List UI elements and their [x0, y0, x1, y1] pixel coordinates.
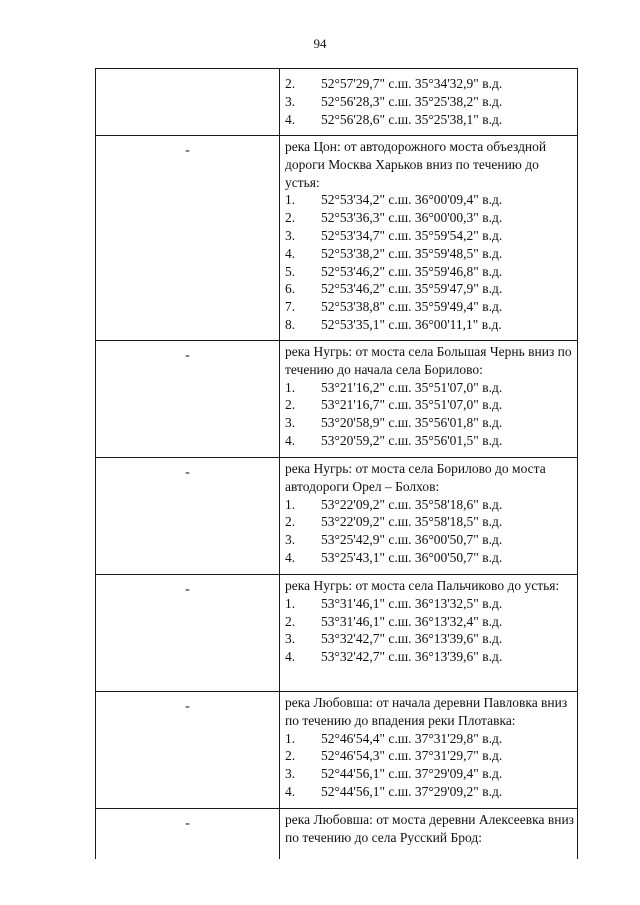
section-text-cell — [280, 809, 578, 860]
coordinate-item — [285, 245, 574, 263]
page-number: 94 — [313, 36, 327, 51]
coordinate-list — [285, 730, 574, 801]
dash-marker: - — [185, 465, 190, 480]
coordinate-number: 4. — [285, 649, 296, 665]
coordinate-item — [285, 432, 574, 450]
dash-cell — [96, 458, 280, 575]
coordinate-item — [285, 747, 574, 765]
coordinate-item — [285, 396, 574, 414]
coordinate-item — [285, 531, 574, 549]
coordinate-number: 3. — [285, 415, 296, 431]
coordinate-item — [285, 227, 574, 245]
coordinate-value: 52°53'34,7" с.ш. 35°59'54,2" в.д. — [321, 227, 503, 243]
coordinate-value: 53°32'42,7" с.ш. 36°13'39,6" в.д. — [321, 631, 503, 647]
coordinate-value: 53°22'09,2" с.ш. 35°58'18,5" в.д. — [321, 514, 503, 530]
coordinate-item — [285, 316, 574, 334]
coordinate-list — [285, 75, 574, 128]
coordinate-item — [285, 191, 574, 209]
coordinate-value: 53°21'16,2" с.ш. 35°51'07,0" в.д. — [321, 379, 503, 395]
river-coordinates-table — [95, 68, 578, 859]
coordinate-item — [285, 549, 574, 567]
coordinate-item — [285, 298, 574, 316]
coordinate-item — [285, 111, 574, 129]
coordinate-number: 4. — [285, 783, 296, 799]
coordinate-list — [285, 496, 574, 567]
coordinate-value: 52°53'36,3" с.ш. 36°00'00,3" в.д. — [321, 210, 503, 226]
dash-marker: - — [185, 348, 190, 363]
coordinate-item — [285, 783, 574, 801]
coordinate-item — [285, 613, 574, 631]
coordinate-number: 2. — [285, 613, 296, 629]
coordinate-number: 4. — [285, 245, 296, 261]
dash-cell — [96, 809, 280, 860]
coordinate-item — [285, 648, 574, 666]
river-description: река Нугрь: от моста села Борилово до моста автодороги Орел – Болхов: — [285, 461, 546, 494]
dash-cell — [96, 692, 280, 809]
coordinate-number: 1. — [285, 379, 296, 395]
river-description: река Любовша: от моста деревни Алексеевка вниз по течению до села Русский Брод: — [285, 812, 575, 845]
table-row — [96, 575, 578, 692]
dash-cell — [96, 575, 280, 692]
coordinate-item — [285, 765, 574, 783]
dash-marker: - — [185, 582, 190, 597]
coordinate-number: 2. — [285, 397, 296, 413]
coordinate-list — [285, 379, 574, 450]
coordinate-number: 1. — [285, 595, 296, 611]
table-row — [96, 458, 578, 575]
coordinate-number: 3. — [285, 631, 296, 647]
coordinate-item — [285, 93, 574, 111]
coordinate-number: 4. — [285, 111, 296, 127]
section-text-cell — [280, 692, 578, 809]
coordinate-item — [285, 730, 574, 748]
section-text-cell — [280, 69, 578, 136]
coordinate-value: 53°22'09,2" с.ш. 35°58'18,6" в.д. — [321, 496, 503, 512]
coordinate-value: 52°44'56,1" с.ш. 37°29'09,2" в.д. — [321, 783, 503, 799]
table-row — [96, 136, 578, 341]
section-text-cell — [280, 575, 578, 692]
coordinate-item — [285, 496, 574, 514]
coordinate-value: 52°53'34,2" с.ш. 36°00'09,4" в.д. — [321, 192, 503, 208]
coordinate-value: 52°46'54,4" с.ш. 37°31'29,8" в.д. — [321, 730, 503, 746]
dash-marker: - — [185, 699, 190, 714]
dash-cell — [96, 341, 280, 458]
river-description: река Цон: от автодорожного моста объездной дороги Москва Харьков вниз по течению до устья: — [285, 139, 547, 190]
coordinate-number: 1. — [285, 496, 296, 512]
coordinate-value: 53°31'46,1" с.ш. 36°13'32,4" в.д. — [321, 613, 503, 629]
coordinate-value: 52°53'46,2" с.ш. 35°59'47,9" в.д. — [321, 281, 503, 297]
coordinate-number: 3. — [285, 766, 296, 782]
coordinate-value: 53°20'58,9" с.ш. 35°56'01,8" в.д. — [321, 415, 503, 431]
dash-marker: - — [185, 143, 190, 158]
coordinate-value: 52°53'46,2" с.ш. 35°59'46,8" в.д. — [321, 263, 503, 279]
coordinate-list — [285, 191, 574, 333]
coordinate-number: 4. — [285, 432, 296, 448]
coordinate-value: 52°53'35,1" с.ш. 36°00'11,1" в.д. — [321, 316, 502, 332]
coordinate-number: 3. — [285, 532, 296, 548]
coordinate-number: 3. — [285, 93, 296, 109]
coordinate-number: 2. — [285, 76, 296, 91]
coordinate-number: 7. — [285, 299, 296, 315]
coordinate-number: 6. — [285, 281, 296, 297]
coordinate-item — [285, 209, 574, 227]
table-row — [96, 809, 578, 860]
coordinate-value: 53°31'46,1" с.ш. 36°13'32,5" в.д. — [321, 595, 503, 611]
coordinate-item — [285, 379, 574, 397]
coordinate-number: 2. — [285, 748, 296, 764]
table-row — [96, 692, 578, 809]
table-row — [96, 69, 578, 136]
coordinate-item — [285, 75, 574, 93]
river-description: река Нугрь: от моста села Большая Чернь вниз по течению до начала села Борилово: — [285, 344, 572, 377]
coordinate-number: 2. — [285, 210, 296, 226]
coordinate-value: 53°25'43,1" с.ш. 36°00'50,7" в.д. — [321, 549, 503, 565]
coordinate-number: 4. — [285, 549, 296, 565]
coordinate-item — [285, 414, 574, 432]
coordinate-number: 1. — [285, 192, 296, 208]
coordinate-number: 5. — [285, 263, 296, 279]
dash-marker: - — [185, 816, 190, 831]
coordinate-value: 53°21'16,7" с.ш. 35°51'07,0" в.д. — [321, 397, 503, 413]
coordinate-number: 8. — [285, 316, 296, 332]
section-text-cell — [280, 341, 578, 458]
dash-cell — [96, 136, 280, 341]
coordinate-number: 3. — [285, 227, 296, 243]
coordinate-item — [285, 595, 574, 613]
section-text-cell — [280, 458, 578, 575]
dash-cell — [96, 69, 280, 136]
coordinate-value: 52°57'29,7" с.ш. 35°34'32,9" в.д. — [321, 76, 503, 91]
coordinate-list — [285, 595, 574, 666]
river-description: река Любовша: от начала деревни Павловка вниз по течению до впадения реки Плотавка: — [285, 695, 568, 728]
coordinate-value: 52°53'38,8" с.ш. 35°59'49,4" в.д. — [321, 299, 503, 315]
coordinate-value: 52°46'54,3" с.ш. 37°31'29,7" в.д. — [321, 748, 503, 764]
table-body — [96, 69, 578, 860]
coordinate-value: 52°56'28,6" с.ш. 35°25'38,1" в.д. — [321, 111, 503, 127]
coordinate-item — [285, 513, 574, 531]
coordinate-value: 52°53'38,2" с.ш. 35°59'48,5" в.д. — [321, 245, 503, 261]
coordinate-value: 53°32'42,7" с.ш. 36°13'39,6" в.д. — [321, 649, 503, 665]
section-text-cell — [280, 136, 578, 341]
coordinate-item — [285, 263, 574, 281]
coordinate-number: 2. — [285, 514, 296, 530]
table-row — [96, 341, 578, 458]
coordinate-value: 52°56'28,3" с.ш. 35°25'38,2" в.д. — [321, 93, 503, 109]
coordinate-number: 1. — [285, 730, 296, 746]
coordinate-item — [285, 630, 574, 648]
river-description: река Нугрь: от моста села Пальчиково до устья: — [285, 578, 560, 593]
coordinate-value: 52°44'56,1" с.ш. 37°29'09,4" в.д. — [321, 766, 503, 782]
coordinate-item — [285, 280, 574, 298]
coordinate-value: 53°20'59,2" с.ш. 35°56'01,5" в.д. — [321, 432, 503, 448]
coordinate-value: 53°25'42,9" с.ш. 36°00'50,7" в.д. — [321, 532, 503, 548]
